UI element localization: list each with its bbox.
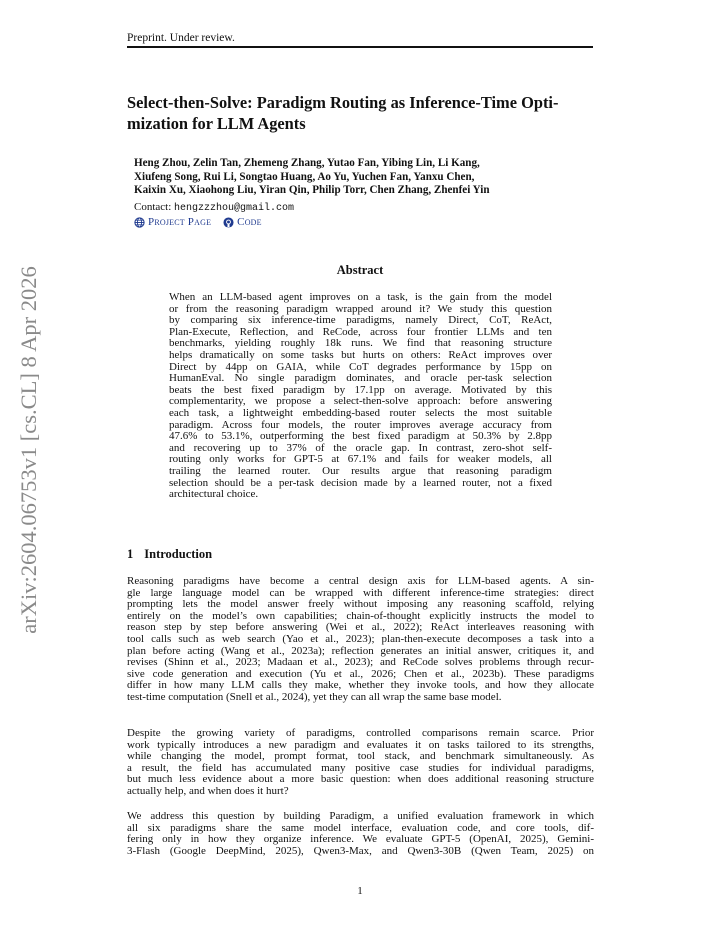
abstract-line: benchmarks, yielding roughly 18k runs. We find that reasoning structure [169,337,552,350]
abstract-line: beats the best fixed paradigm by 17.1pp on average. Motivated by this [169,383,552,396]
title-line: Select-then-Solve: Paradigm Routing as Inference-Time Opti- [127,93,559,112]
abstract-line: When an LLM-based agent improves on a task, is the gain from the model [169,291,552,303]
body-line: plan before acting (Wang et al., 2023a); reflection generates an initial answer, critiques it, and [127,644,594,657]
github-icon [223,217,234,228]
body-line: actually help, and when does it hurt? [127,784,289,797]
body-line: fering only in how they organize inference. We evaluate GPT-5 (OpenAI, 2025), Gemini- [127,833,594,846]
body-line: sive code generation and execution (Yu et al., 2026; Chen et al., 2023b). These paradigms [127,667,594,680]
abstract-line: trailing the learned router. Our results argue that reasoning paradigm [169,464,552,477]
abstract-line: paradigm. Across four models, the router improves average accuracy from [169,418,552,431]
abstract-line: by comparing six inference-time paradigms, namely Direct, CoT, ReAct, [169,314,552,327]
intro-paragraph-3 [127,811,594,857]
body-line: gle large language model can be wrapped with different inference-time strategies: direct [127,586,594,599]
body-line: but much less evidence about a more basic question: when does additional reasoning structure [127,773,594,786]
body-line: differ in how many LLM calls they make, whether they invoke tools, and how they allocate [127,679,594,692]
abstract-line: and recovering up to 37% of the oracle gap. In contrast, zero-shot self- [169,441,552,454]
body-line: 3-Flash (Google DeepMind, 2025), Qwen3-Max, and Qwen3-30B (Qwen Team, 2025) on [127,844,594,857]
page-number: 1 [357,885,363,897]
project-page-link[interactable] [134,216,211,228]
section-number: 1 [127,547,134,561]
section-heading [127,547,212,562]
author-line: Heng Zhou, Zelin Tan, Zhemeng Zhang, Yutao Fan, Yibing Lin, Li Kang, [134,157,480,169]
author-line: Kaixin Xu, Xiaohong Liu, Yiran Qin, Philip Torr, Chen Zhang, Zhenfei Yin [134,184,490,197]
body-line: Reasoning paradigms have become a central design axis for LLM-based agents. A sin- [127,575,594,587]
arxiv-stamp-text: arXiv:2604.06753v1 [cs.CL] 8 Apr 2026 [16,266,41,634]
title-line: mization for LLM Agents [127,114,306,133]
project-page-label: Project Page [148,216,212,228]
author-line: Xiufeng Song, Rui Li, Songtao Huang, Ao Yu, Yuchen Fan, Yanxu Chen, [134,170,475,183]
header-rule [127,46,593,48]
body-line: reason step by step before answering (Wei et al., 2022); ReAct interleaves reasoning with [127,621,594,634]
abstract-line: each task, a lightweight embedding-based router selects the most suitable [169,406,552,419]
abstract-line: selection should be a per-task decision made by a learned router, not a fixed [169,476,552,489]
running-header: Preprint. Under review. [127,32,235,44]
abstract-line: 47.6% to 53.1%, outperforming the best fixed paradigm at 50.3% by 2.8pp [169,430,552,443]
abstract-line: HumanEval. No single paradigm dominates, and oracle per-task selection [169,372,552,385]
body-line: revises (Shinn et al., 2023; Madaan et al., 2023); and ReCode solves problems through recur- [127,656,594,669]
code-link[interactable] [223,216,262,228]
abstract-body [169,292,552,501]
body-line: We address this question by building Paradigm, a unified evaluation framework in which [127,810,594,822]
abstract-line: routing only works for GPT-5 at 67.1% and fails for weaker models, all [169,453,552,466]
body-line: Despite the growing variety of paradigms, controlled comparisons remain scarce. Prior [127,727,594,739]
arxiv-stamp [11,262,47,638]
contact-label: Contact: [134,201,172,213]
abstract-line: helps dramatically on some tasks but hurts on others: ReAct improves over [169,348,552,361]
body-line: tool calls such as web search (Yao et al., 2023); plan-then-execute decomposes a task into a [127,632,594,645]
paper-title [127,92,597,134]
code-label: Code [237,216,262,228]
author-list [134,157,594,198]
body-line: while changing the model, prompt format, tool stack, and benchmark simultaneously. As [127,750,594,763]
paper-links [134,216,274,228]
body-line: prompting lets the model answer freely without imposing any reasoning scaffold, relying [127,598,594,611]
intro-paragraph-1 [127,576,594,704]
body-line: test-time computation (Snell et al., 2024), yet they can all wrap the same base model. [127,690,502,703]
globe-icon [134,217,145,228]
contact-line [134,201,294,214]
abstract-line: Plan-Execute, Reflection, and ReCode, across four frontier LLMs and ten [169,325,552,338]
section-title: Introduction [144,547,213,561]
body-line: a result, the field has accumulated many positive case studies for individual paradigms, [127,761,594,774]
abstract-line: architectural choice. [169,488,259,501]
body-line: all six paradigms share the same model interface, evaluation code, and core tools, dif- [127,821,594,834]
body-line: entirely on the model’s own capabilities; chain-of-thought explicitly instructs the model to [127,609,594,622]
abstract-line: or from the reasoning paradigm wrapped around it? We study this question [169,302,552,315]
contact-email[interactable]: hengzzzhou@gmail.com [174,203,295,214]
abstract-heading: Abstract [336,263,384,277]
intro-paragraph-2 [127,728,594,798]
body-line: work typically introduces a new paradigm and evaluates it on tasks tailored to its strengths, [127,738,594,751]
abstract-line: Direct by 44pp on GAIA, while CoT degrades performance by 15pp on [169,360,552,373]
abstract-line: complementarity, we propose a select-then-solve approach: before answering [169,395,552,408]
